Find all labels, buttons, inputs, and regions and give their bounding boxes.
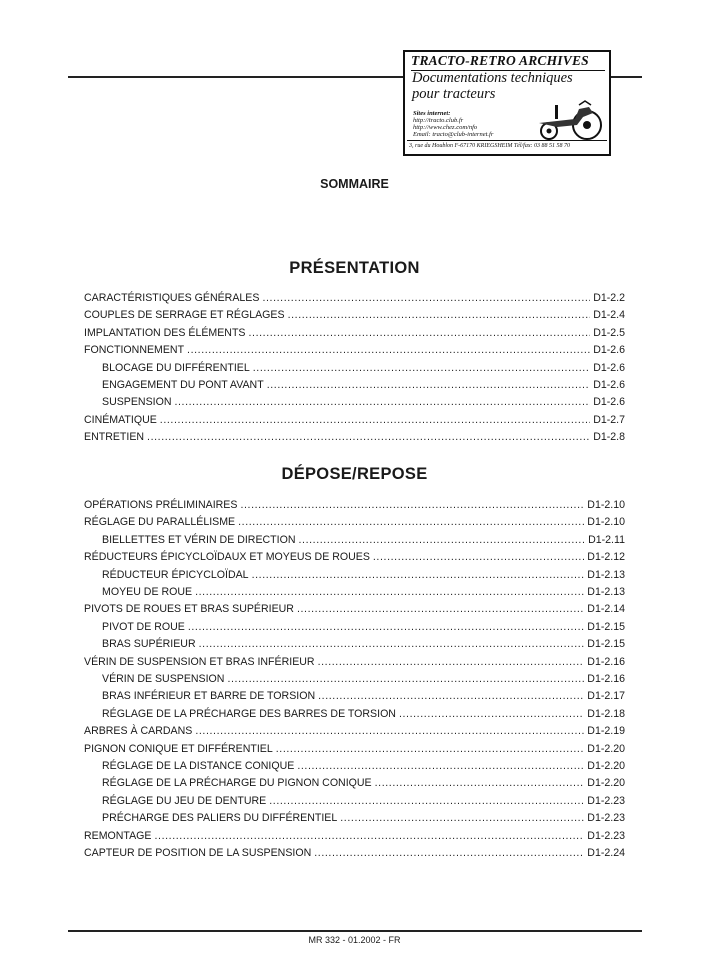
toc-entry-page: D1-2.6 [593, 379, 625, 391]
toc-entry-page: D1-2.24 [587, 847, 625, 859]
toc-entry [102, 378, 625, 392]
toc-entry [84, 515, 625, 529]
toc-entry-label: RÉDUCTEUR ÉPICYCLOÏDAL [102, 569, 249, 581]
toc-leader-dots [253, 361, 590, 375]
toc-entry [84, 655, 625, 669]
toc-leader-dots [195, 585, 584, 599]
toc-leader-dots [298, 533, 585, 547]
toc-entry-label: FONCTIONNEMENT [84, 344, 185, 356]
toc-entry-label: RÉDUCTEURS ÉPICYCLOÏDAUX ET MOYEUS DE ROUES [84, 551, 370, 563]
stamp-subtitle-1: Documentations techniques [412, 70, 573, 86]
toc-entry-page: D1-2.11 [588, 534, 625, 546]
toc-entry-label: PIVOT DE ROUE [102, 621, 185, 633]
toc-entry-label: OPÉRATIONS PRÉLIMINAIRES [84, 499, 238, 511]
toc-entry-page: D1-2.16 [587, 656, 625, 668]
toc-entry-label: SUSPENSION [102, 396, 172, 408]
toc-entry-label: IMPLANTATION DES ÉLÉMENTS [84, 327, 246, 339]
toc-entry [84, 343, 625, 357]
toc-leader-dots [227, 672, 584, 686]
toc-entry-label: CAPTEUR DE POSITION DE LA SUSPENSION [84, 847, 312, 859]
stamp-sites-label: Sites internet: [413, 110, 451, 117]
toc-entry-page: D1-2.20 [587, 777, 625, 789]
toc-entry [102, 585, 625, 599]
toc-entry-page: D1-2.8 [593, 431, 625, 443]
footer-reference: MR 332 - 01.2002 - FR [308, 935, 401, 945]
toc-entry-page: D1-2.7 [593, 414, 625, 426]
toc-entry-label: VÉRIN DE SUSPENSION ET BRAS INFÉRIEUR [84, 656, 315, 668]
toc-entry [102, 620, 625, 634]
toc-entry-page: D1-2.14 [587, 603, 625, 615]
toc-entry-label: RÉGLAGE DU JEU DE DENTURE [102, 795, 267, 807]
toc-entry-page: D1-2.23 [587, 830, 625, 842]
toc-entry-page: D1-2.15 [587, 621, 625, 633]
toc-entry-label: CARACTÉRISTIQUES GÉNÉRALES [84, 292, 260, 304]
stamp-title: TRACTO-RETRO ARCHIVES [411, 53, 605, 71]
toc-leader-dots [297, 602, 584, 616]
toc-entry-label: REMONTAGE [84, 830, 152, 842]
toc-entry-page: D1-2.5 [593, 327, 625, 339]
toc-leader-dots [269, 794, 584, 808]
toc-entry [102, 776, 625, 790]
toc-entry-page: D1-2.12 [587, 551, 625, 563]
toc-leader-dots [252, 568, 585, 582]
stamp-address: 3, rue du Houblon F-67170 KRIEGSHEIM Tél/fax: 03 88 51 58 70 [409, 143, 570, 149]
toc-entry [84, 430, 625, 444]
toc-entry-label: MOYEU DE ROUE [102, 586, 193, 598]
toc-entry [102, 637, 625, 651]
toc-entry-page: D1-2.4 [593, 309, 625, 321]
toc-entry [84, 308, 625, 322]
toc-entry-label: RÉGLAGE DE LA PRÉCHARGE DU PIGNON CONIQUE [102, 777, 372, 789]
toc-leader-dots [160, 413, 590, 427]
toc-entry-label: ENGAGEMENT DU PONT AVANT [102, 379, 264, 391]
toc-leader-dots [318, 655, 585, 669]
toc-entry [102, 689, 625, 703]
toc-entry-label: RÉGLAGE DE LA DISTANCE CONIQUE [102, 760, 295, 772]
toc-entry-page: D1-2.6 [593, 344, 625, 356]
page-title: SOMMAIRE [320, 177, 389, 191]
toc-entry-page: D1-2.13 [587, 586, 625, 598]
toc-entry [84, 829, 625, 843]
toc-entry-page: D1-2.23 [587, 795, 625, 807]
toc-leader-dots [318, 689, 584, 703]
toc-entry [102, 794, 625, 808]
toc-entry-label: VÉRIN DE SUSPENSION [102, 673, 225, 685]
section-title-presentation: PRÉSENTATION [289, 259, 420, 277]
toc-leader-dots [248, 326, 590, 340]
tractor-icon [527, 99, 607, 141]
toc-leader-dots [399, 707, 584, 721]
section-title-depose-repose: DÉPOSE/REPOSE [281, 465, 428, 483]
toc-entry [84, 602, 625, 616]
stamp-subtitle-2: pour tracteurs [412, 86, 496, 102]
toc-entry-page: D1-2.6 [593, 396, 625, 408]
toc-leader-dots [195, 724, 584, 738]
toc-entry-label: ARBRES À CARDANS [84, 725, 193, 737]
toc-leader-dots [375, 776, 585, 790]
toc-leader-dots [155, 829, 585, 843]
toc-leader-dots [240, 498, 584, 512]
toc-entry-label: BRAS INFÉRIEUR ET BARRE DE TORSION [102, 690, 316, 702]
toc-leader-dots [373, 550, 584, 564]
toc-leader-dots [267, 378, 591, 392]
archive-stamp [403, 50, 611, 156]
toc-entry-label: BRAS SUPÉRIEUR [102, 638, 196, 650]
toc-entry-label: COUPLES DE SERRAGE ET RÉGLAGES [84, 309, 285, 321]
toc-entry-page: D1-2.23 [587, 812, 625, 824]
toc-leader-dots [199, 637, 585, 651]
stamp-site-1: http://tracto.club.fr [413, 117, 464, 124]
toc-entry [84, 550, 625, 564]
toc-entry-label: RÉGLAGE DE LA PRÉCHARGE DES BARRES DE TORSION [102, 708, 396, 720]
toc-entry [102, 395, 625, 409]
toc-entry-page: D1-2.13 [587, 569, 625, 581]
footer-rule [68, 930, 642, 932]
toc-leader-dots [147, 430, 590, 444]
stamp-email: Email: tracto@club-internet.fr [413, 131, 494, 138]
toc-entry-page: D1-2.15 [587, 638, 625, 650]
toc-leader-dots [262, 291, 590, 305]
toc-entry [84, 413, 625, 427]
toc-leader-dots [174, 395, 590, 409]
toc-leader-dots [288, 308, 591, 322]
toc-entry [102, 811, 625, 825]
toc-entry [84, 724, 625, 738]
toc-entry-page: D1-2.6 [593, 362, 625, 374]
toc-entry-page: D1-2.20 [587, 760, 625, 772]
toc-leader-dots [276, 742, 585, 756]
toc-entry-label: BLOCAGE DU DIFFÉRENTIEL [102, 362, 250, 374]
toc-entry [102, 361, 625, 375]
toc-entry-label: BIELLETTES ET VÉRIN DE DIRECTION [102, 534, 296, 546]
toc-entry-page: D1-2.20 [587, 743, 625, 755]
toc-leader-dots [340, 811, 584, 825]
toc-entry-page: D1-2.10 [587, 516, 625, 528]
toc-entry [102, 533, 625, 547]
toc-entry [84, 846, 625, 860]
toc-entry-label: CINÉMATIQUE [84, 414, 157, 426]
toc-entry [84, 291, 625, 305]
toc-entry [102, 707, 625, 721]
toc-entry-page: D1-2.2 [593, 292, 625, 304]
toc-entry-page: D1-2.17 [587, 690, 625, 702]
toc-entry-label: PRÉCHARGE DES PALIERS DU DIFFÉRENTIEL [102, 812, 338, 824]
toc-entry-page: D1-2.19 [587, 725, 625, 737]
toc-leader-dots [238, 515, 584, 529]
toc-leader-dots [297, 759, 584, 773]
toc-leader-dots [314, 846, 584, 860]
toc-entry [84, 498, 625, 512]
toc-leader-dots [188, 620, 584, 634]
toc-entry [84, 742, 625, 756]
toc-entry [84, 326, 625, 340]
toc-entry-label: ENTRETIEN [84, 431, 145, 443]
toc-entry-label: RÉGLAGE DU PARALLÉLISME [84, 516, 236, 528]
toc-entry-page: D1-2.18 [587, 708, 625, 720]
toc-entry [102, 568, 625, 582]
toc-entry [102, 759, 625, 773]
toc-leader-dots [187, 343, 590, 357]
toc-entry-page: D1-2.16 [587, 673, 625, 685]
toc-entry-label: PIGNON CONIQUE ET DIFFÉRENTIEL [84, 743, 273, 755]
stamp-site-2: http://www.chez.com/nfo [413, 124, 478, 131]
toc-entry-label: PIVOTS DE ROUES ET BRAS SUPÉRIEUR [84, 603, 294, 615]
toc-entry-page: D1-2.10 [587, 499, 625, 511]
toc-entry [102, 672, 625, 686]
